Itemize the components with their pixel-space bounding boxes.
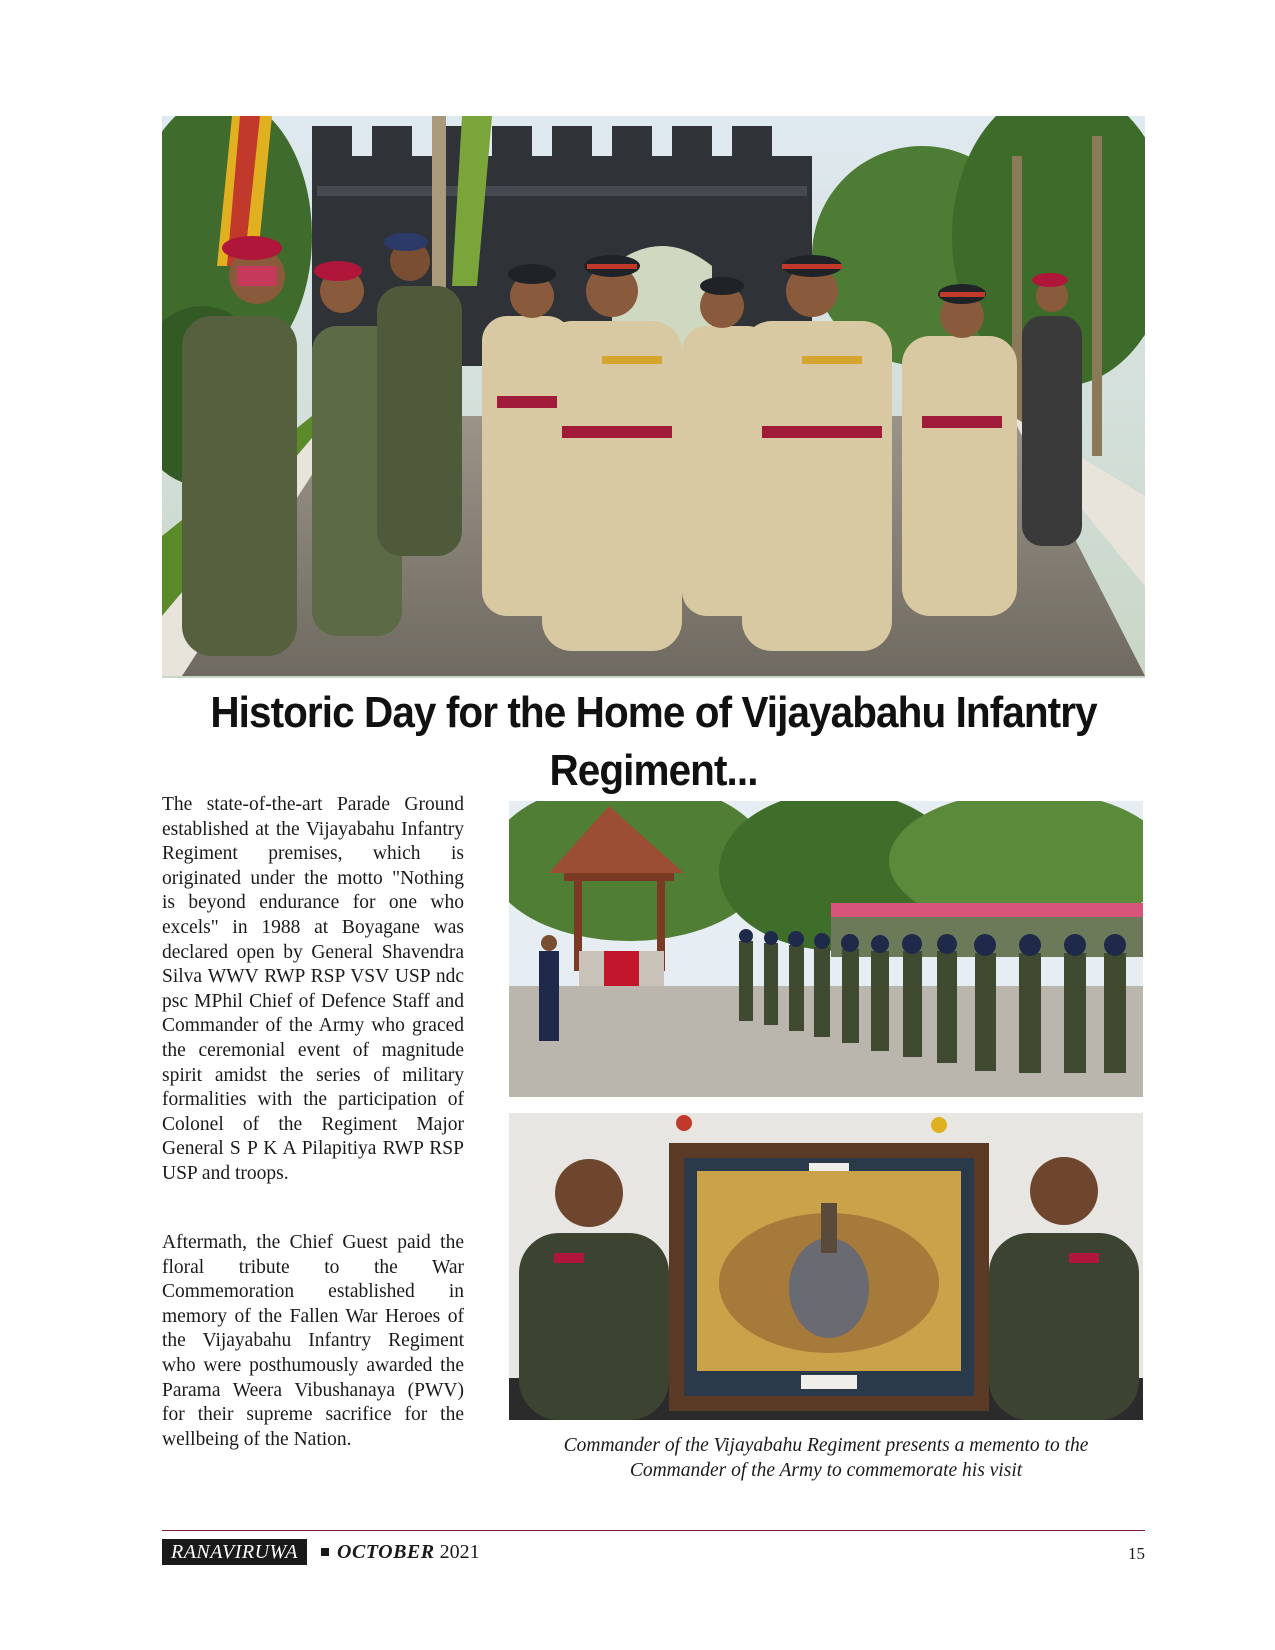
article-headline-line-1: Historic Day for the Home of Vijayabahu Infantry [210,688,1097,737]
photo-caption [509,1433,1143,1483]
memento-presentation-photo [509,1113,1143,1420]
footer-divider [162,1530,1145,1531]
photo-caption-line-2: Commander of the Army to commemorate his visit [629,1460,1023,1481]
footer-square-bullet-icon [321,1548,329,1556]
footer-magazine-name: RANAVIRUWA [162,1539,307,1565]
page-number: 15 [1128,1544,1145,1563]
body-paragraph-1: The state-of-the-art Parade Ground established at the Vijayabahu Infantry Regiment premises, which is originated under the motto "Nothing is beyond endurance for one who excels" in 1988 at Boyagane was declared open by General Shavendra Silva WWV RWP RSP VSV USP ndc psc MPhil Chief of Defence Staff and Commander of the Army who graced the ceremonial event of magnitude spirit amidst the series of military formalities with the participation of Colonel of the Regiment Major General S P K A Pilapitiya RWP RSP USP and troops. [162,794,464,1184]
footer-year: 2021 [439,1541,480,1563]
footer-issue-date [337,1539,480,1565]
footer-month: OCTOBER [337,1541,435,1563]
photo-caption-line-1: Commander of the Vijayabahu Regiment presents a memento to the [563,1435,1089,1456]
body-paragraph-2: Aftermath, the Chief Guest paid the floral tribute to the War Commemoration established in memory of the Fallen War Heroes of the Vijayabahu Infantry Regiment who were posthumously awarded the Parama Weera Vibushanaya (PWV) for their supreme sacrifice for the wellbeing of the Nation. [162,1232,464,1450]
article-headline-line-2: Regiment... [549,746,758,795]
hero-photo-officers-walking [162,116,1145,678]
parade-ground-photo [509,801,1143,1097]
